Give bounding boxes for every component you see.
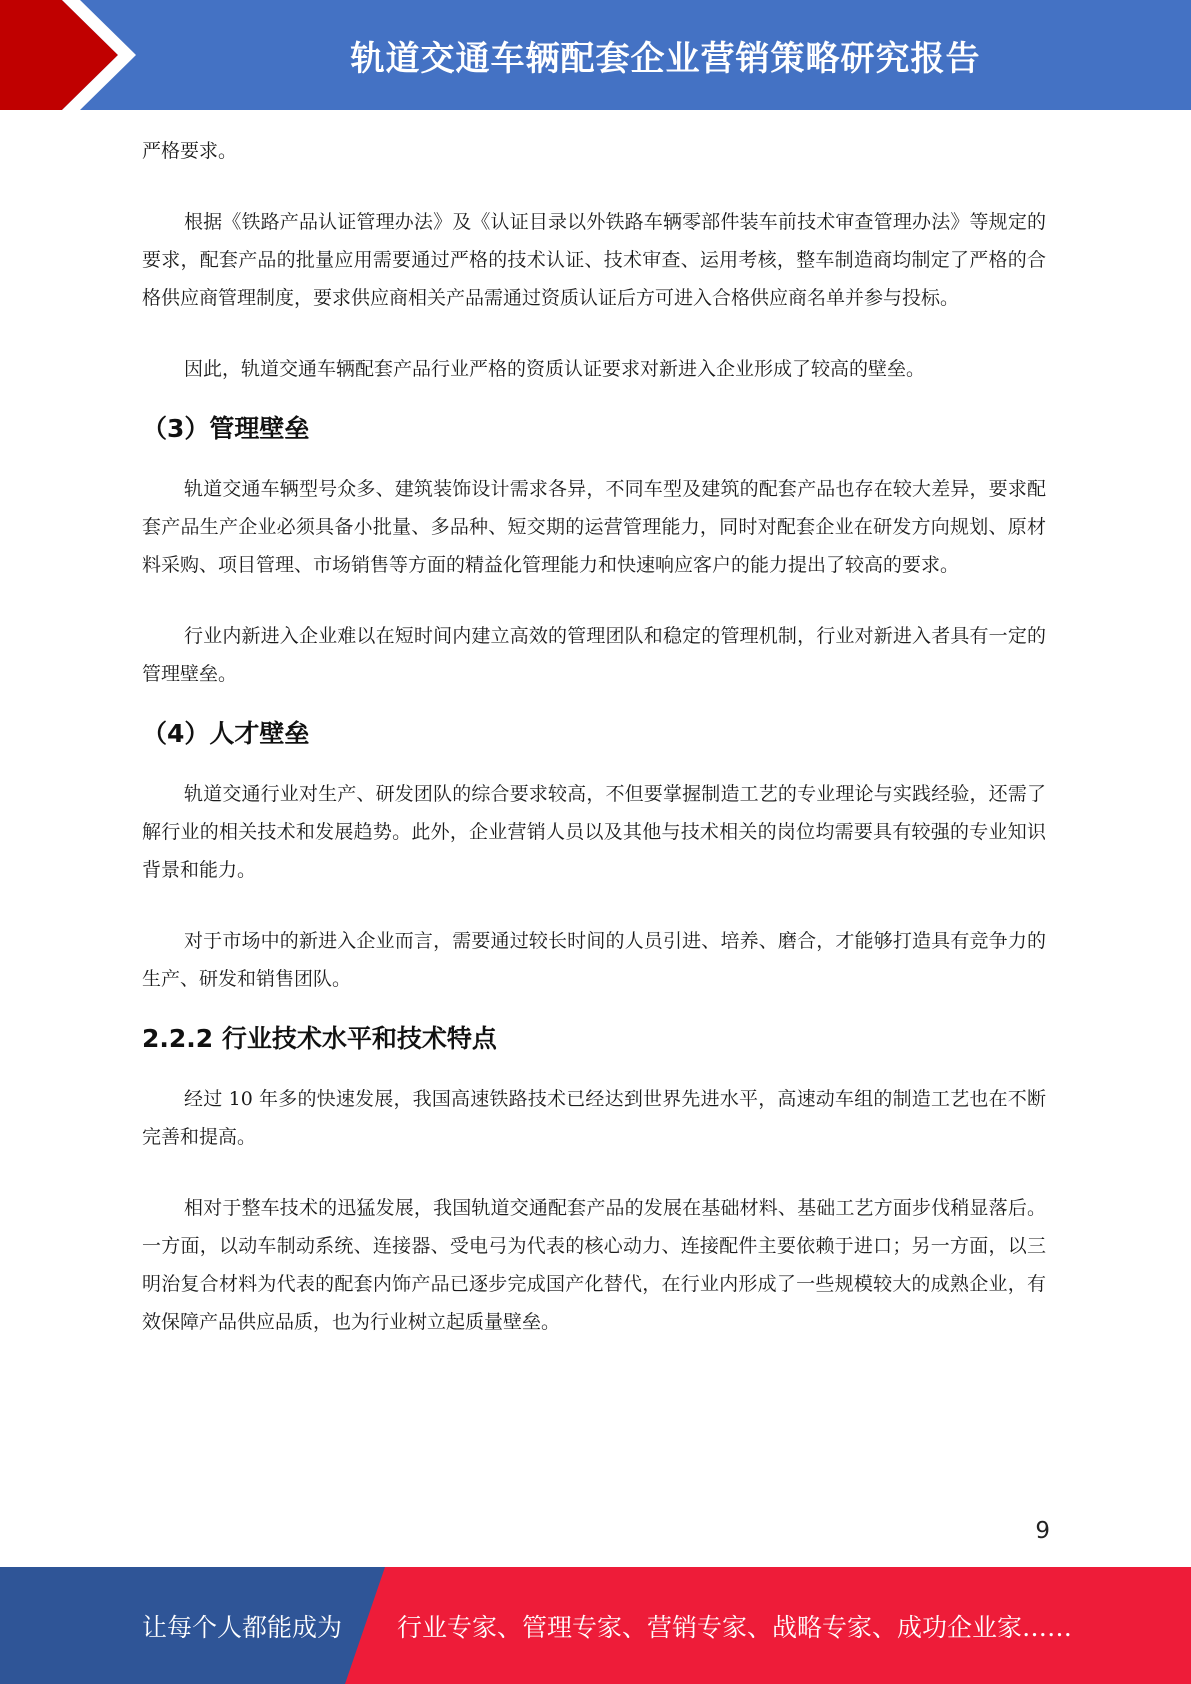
footer-slogan-right: 行业专家、管理专家、营销专家、战略专家、成功企业家…… (397, 1612, 1073, 1642)
section-heading-management: （3）管理壁垒 (142, 414, 310, 443)
section-heading-talent: （4）人才壁垒 (142, 719, 310, 748)
page-content (142, 132, 1046, 1341)
paragraph: 相对于整车技术的迅猛发展，我国轨道交通配套产品的发展在基础材料、基础工艺方面步伐稍显落后。一方面，以动车制动系统、连接器、受电弓为代表的核心动力、连接配件主要依赖于进口；另一方面，以三明治复合材料为代表的配套内饰产品已逐步完成国产化替代，在行业内形成了一些规模较大的成熟企业，有效保障产品供应品质，也为行业树立起质量壁垒。 (142, 1197, 1046, 1333)
footer-slogan-left: 让每个人都能成为 (142, 1612, 343, 1642)
page-number: 9 (1035, 1518, 1050, 1544)
paragraph: 根据《铁路产品认证管理办法》及《认证目录以外铁路车辆零部件装车前技术审查管理办法》等规定的要求，配套产品的批量应用需要通过严格的技术认证、技术审查、运用考核，整车制造商均制定了严格的合格供应商管理制度，要求供应商相关产品需通过资质认证后方可进入合格供应商名单并参与投标。 (142, 211, 1046, 309)
paragraph: 轨道交通车辆型号众多、建筑装饰设计需求各异，不同车型及建筑的配套产品也存在较大差异，要求配套产品生产企业必须具备小批量、多品种、短交期的运营管理能力，同时对配套企业在研发方向规划、原材料采购、项目管理、市场销售等方面的精益化管理能力和快速响应客户的能力提出了较高的要求。 (142, 478, 1046, 576)
paragraph: 对于市场中的新进入企业而言，需要通过较长时间的人员引进、培养、磨合，才能够打造具有竞争力的生产、研发和销售团队。 (142, 930, 1046, 990)
paragraph: 经过 10 年多的快速发展，我国高速铁路技术已经达到世界先进水平，高速动车组的制造工艺也在不断完善和提高。 (142, 1088, 1046, 1148)
section-heading-technology: 2.2.2 行业技术水平和技术特点 (142, 1024, 497, 1053)
report-title: 轨道交通车辆配套企业营销策略研究报告 (350, 38, 981, 79)
paragraph: 严格要求。 (142, 140, 238, 162)
page-header (0, 0, 1191, 110)
paragraph: 轨道交通行业对生产、研发团队的综合要求较高，不但要掌握制造工艺的专业理论与实践经验，还需了解行业的相关技术和发展趋势。此外，企业营销人员以及其他与技术相关的岗位均需要具有较强的专业知识背景和能力。 (142, 783, 1046, 881)
paragraph: 行业内新进入企业难以在短时间内建立高效的管理团队和稳定的管理机制，行业对新进入者具有一定的管理壁垒。 (142, 625, 1046, 685)
paragraph: 因此，轨道交通车辆配套产品行业严格的资质认证要求对新进入企业形成了较高的壁垒。 (184, 358, 926, 380)
page-footer (0, 1567, 1191, 1684)
header-arrow-decoration (0, 0, 160, 110)
